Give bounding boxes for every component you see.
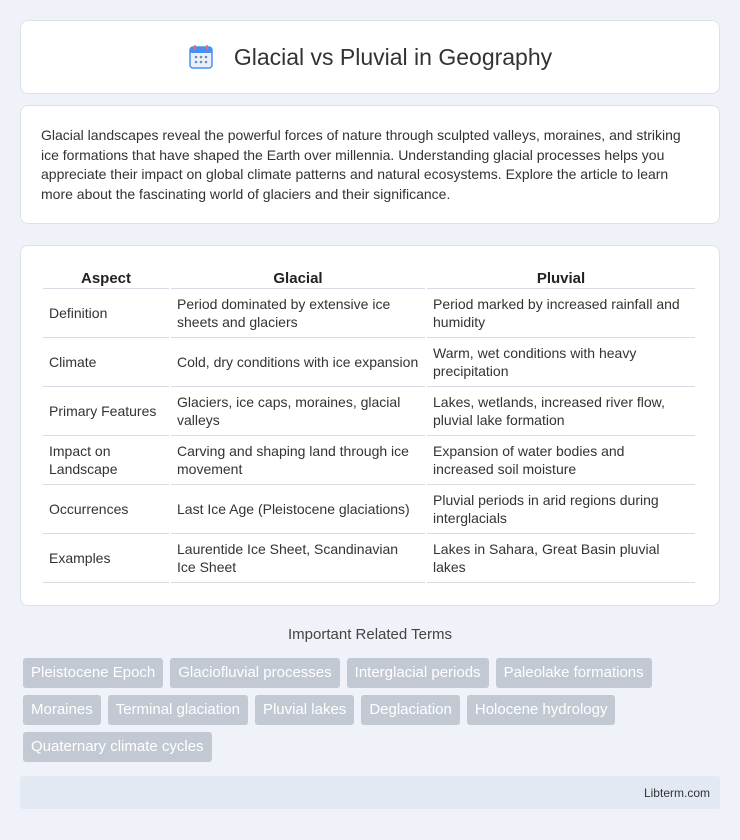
table-row	[43, 485, 695, 534]
table-header-row	[43, 267, 695, 289]
title-wrap	[188, 44, 552, 71]
tag-moraines[interactable]: Moraines	[23, 695, 101, 725]
intro-card	[20, 105, 720, 224]
row-aspect: Climate	[43, 338, 169, 387]
tag-paleolake-formations[interactable]: Paleolake formations	[496, 658, 652, 688]
row-pluvial: Expansion of water bodies and increased soil moisture	[427, 436, 695, 485]
row-glacial: Period dominated by extensive ice sheets and glaciers	[171, 289, 425, 338]
tag-terminal-glaciation[interactable]: Terminal glaciation	[108, 695, 248, 725]
table-row	[43, 387, 695, 436]
footer	[20, 776, 720, 809]
tag-pluvial-lakes[interactable]: Pluvial lakes	[255, 695, 354, 725]
row-aspect: Examples	[43, 534, 169, 583]
column-header-aspect: Aspect	[43, 267, 169, 289]
row-glacial: Glaciers, ice caps, moraines, glacial valleys	[171, 387, 425, 436]
row-glacial: Cold, dry conditions with ice expansion	[171, 338, 425, 387]
tag-interglacial-periods[interactable]: Interglacial periods	[347, 658, 489, 688]
row-aspect: Impact on Landscape	[43, 436, 169, 485]
calendar-icon	[188, 44, 214, 70]
tag-quaternary-climate-cycles[interactable]: Quaternary climate cycles	[23, 732, 212, 762]
tag-deglaciation[interactable]: Deglaciation	[361, 695, 460, 725]
row-glacial: Laurentide Ice Sheet, Scandinavian Ice Sheet	[171, 534, 425, 583]
row-pluvial: Warm, wet conditions with heavy precipitation	[427, 338, 695, 387]
comparison-table	[41, 267, 697, 583]
column-header-pluvial: Pluvial	[427, 267, 695, 289]
tag-glaciofluvial-processes[interactable]: Glaciofluvial processes	[170, 658, 339, 688]
column-header-glacial: Glacial	[171, 267, 425, 289]
intro-paragraph: Glacial landscapes reveal the powerful forces of nature through sculpted valleys, moraines, and striking ice formations that have shaped the Earth over millennia. Understanding glacial processes helps you appreciate their impact on global climate patterns and natural ecosystems. Explore the article to learn more about the fascinating world of glaciers and their significance.	[41, 127, 681, 202]
related-terms-list	[23, 658, 703, 762]
footer-site-link[interactable]: Libterm.com	[643, 785, 710, 800]
row-glacial: Last Ice Age (Pleistocene glaciations)	[171, 485, 425, 534]
row-pluvial: Pluvial periods in arid regions during interglacials	[427, 485, 695, 534]
row-aspect: Primary Features	[43, 387, 169, 436]
comparison-card	[20, 245, 720, 606]
table-row	[43, 338, 695, 387]
table-row	[43, 289, 695, 338]
row-pluvial: Lakes, wetlands, increased river flow, pluvial lake formation	[427, 387, 695, 436]
tag-holocene-hydrology[interactable]: Holocene hydrology	[467, 695, 616, 725]
header-card	[20, 20, 720, 94]
table-row	[43, 436, 695, 485]
row-aspect: Definition	[43, 289, 169, 338]
row-aspect: Occurrences	[43, 485, 169, 534]
table-row	[43, 534, 695, 583]
row-glacial: Carving and shaping land through ice movement	[171, 436, 425, 485]
row-pluvial: Lakes in Sahara, Great Basin pluvial lakes	[427, 534, 695, 583]
related-terms-title: Important Related Terms	[288, 626, 452, 643]
page-title: Glacial vs Pluvial in Geography	[233, 43, 553, 70]
row-pluvial: Period marked by increased rainfall and humidity	[427, 289, 695, 338]
tag-pleistocene-epoch[interactable]: Pleistocene Epoch	[23, 658, 163, 688]
